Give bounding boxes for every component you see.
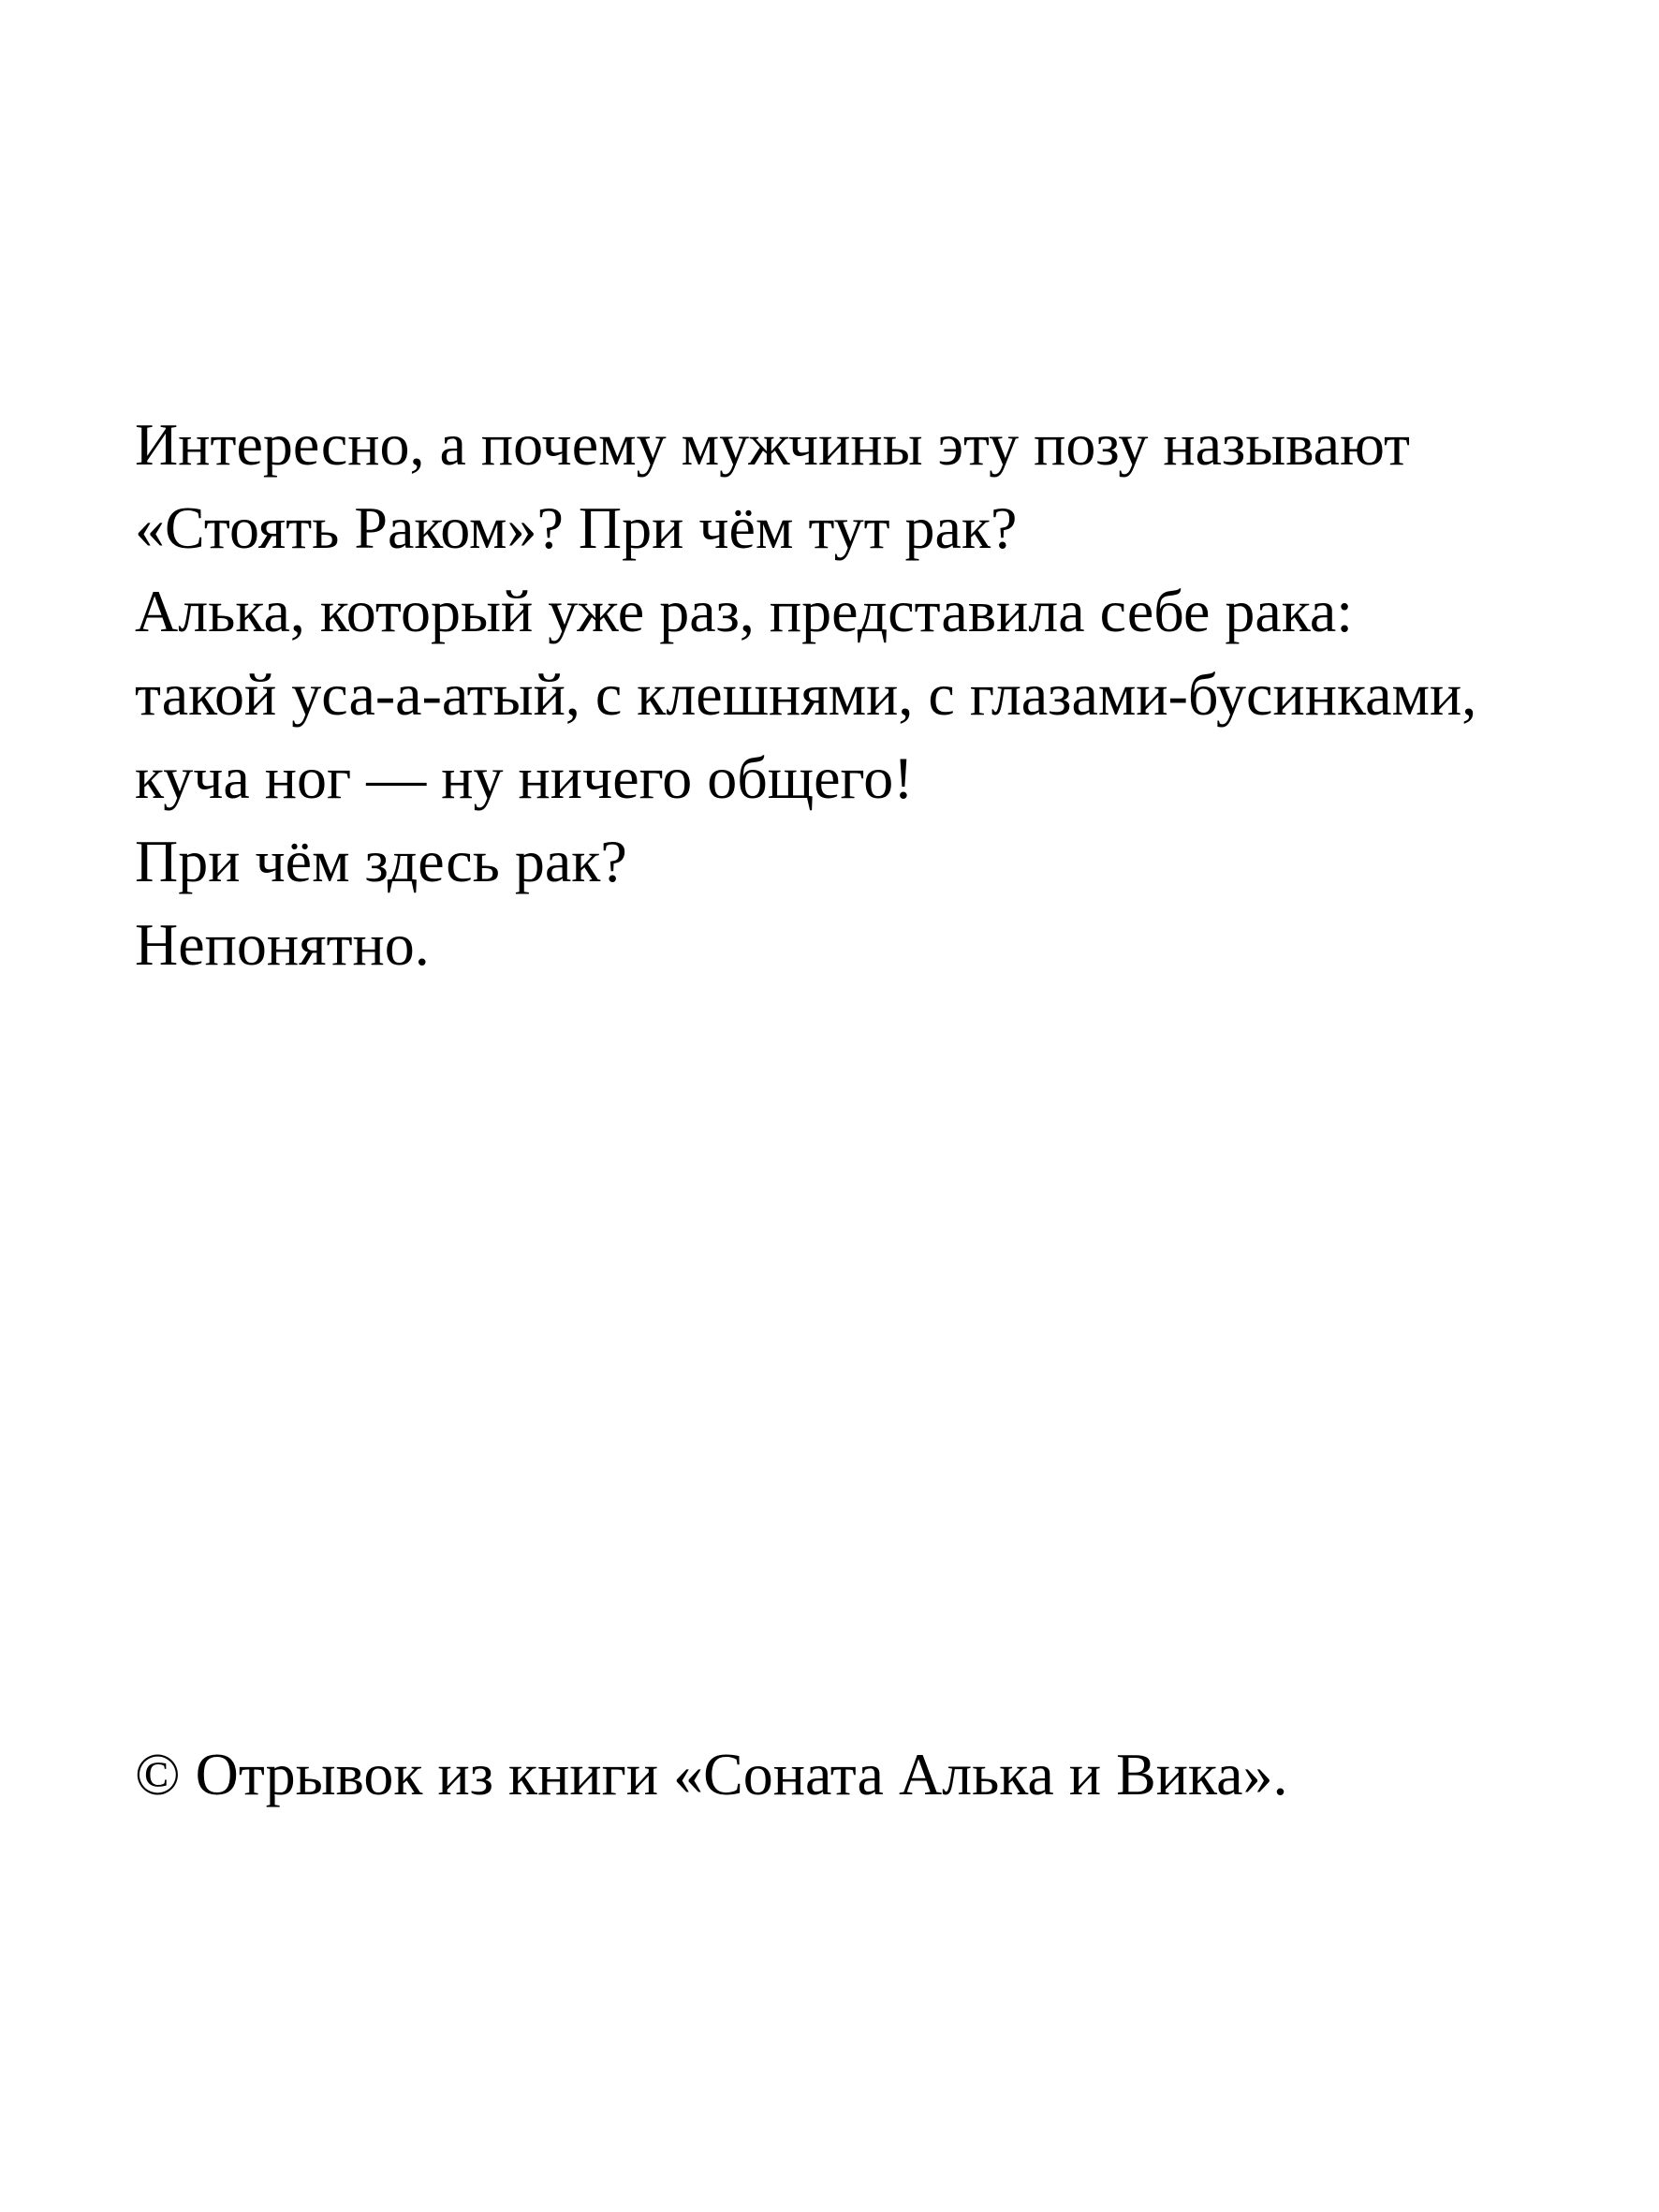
excerpt-line: Алька, который уже раз, представила себе рака: bbox=[135, 578, 1354, 644]
excerpt-line: куча ног — ну ничего общего! bbox=[135, 745, 914, 811]
excerpt-line: такой уса-а-атый, с клешнями, с глазами-бусинками, bbox=[135, 661, 1477, 728]
attribution-footer: © Отрывок из книги «Соната Алька и Вика». bbox=[135, 1741, 1288, 1807]
excerpt-line: «Стоять Раком»? При чём тут рак? bbox=[135, 494, 1018, 561]
excerpt-line: При чём здесь рак? bbox=[135, 828, 627, 894]
excerpt-text bbox=[135, 403, 1476, 986]
excerpt-line: Интересно, а почему мужчины эту позу называют bbox=[135, 411, 1410, 478]
excerpt-line: Непонятно. bbox=[135, 911, 430, 978]
